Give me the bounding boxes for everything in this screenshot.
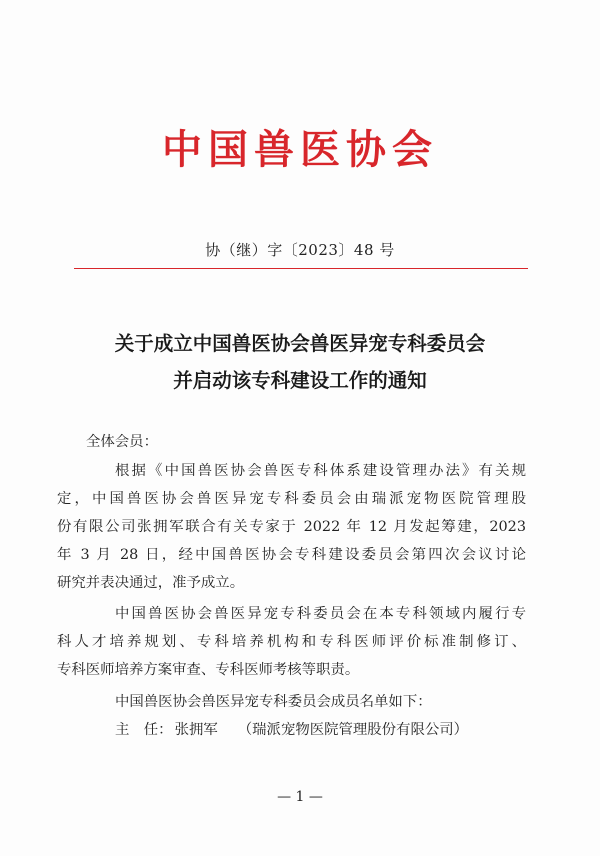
paragraph-2-line: 中国兽医协会兽医异宠专科委员会在本专科领域内履行专	[115, 606, 526, 622]
title-line-2: 并启动该专科建设工作的通知	[173, 369, 427, 392]
director-affiliation: （瑞派宠物医院管理股份有限公司）	[237, 722, 469, 738]
paragraph-2-line: 科人才培养规划、专科培养机构和专科医师评价标准制修订、	[57, 634, 526, 650]
paragraph-1-line: 研究并表决通过，准予成立。	[57, 575, 245, 591]
director-role: 主 任：	[115, 722, 173, 738]
director-name: 张拥军	[174, 722, 218, 738]
title-line-1: 关于成立中国兽医协会兽医异宠专科委员会	[114, 332, 486, 355]
page-number: — 1 —	[277, 789, 323, 805]
organization-name: 中国兽医协会	[162, 126, 438, 173]
salutation: 全体会员：	[86, 434, 158, 450]
paragraph-1-line: 份有限公司张拥军联合有关专家于 2022 年 12 月发起筹建，2023	[57, 519, 526, 535]
paragraph-2-line: 专科医师培养方案审查、专科医师考核等职责。	[57, 662, 360, 678]
document-title	[40, 325, 560, 399]
paragraph-2	[57, 600, 526, 684]
paragraph-1-line: 年 3 月 28 日，经中国兽医协会专科建设委员会第四次会议讨论	[57, 547, 526, 563]
paragraph-1-line: 根据《中国兽医协会兽医专科体系建设管理办法》有关规	[115, 463, 526, 479]
paragraph-3	[86, 688, 526, 716]
paragraph-1-line: 定，中国兽医协会兽医异宠专科委员会由瑞派宠物医院管理股	[57, 491, 526, 507]
header-divider	[74, 268, 528, 269]
paragraph-1	[57, 457, 526, 597]
member-list-intro: 中国兽医协会兽医异宠专科委员会成员名单如下：	[115, 694, 432, 710]
document-number: 协（继）字〔2023〕48 号	[205, 241, 395, 259]
director-entry	[86, 716, 526, 744]
